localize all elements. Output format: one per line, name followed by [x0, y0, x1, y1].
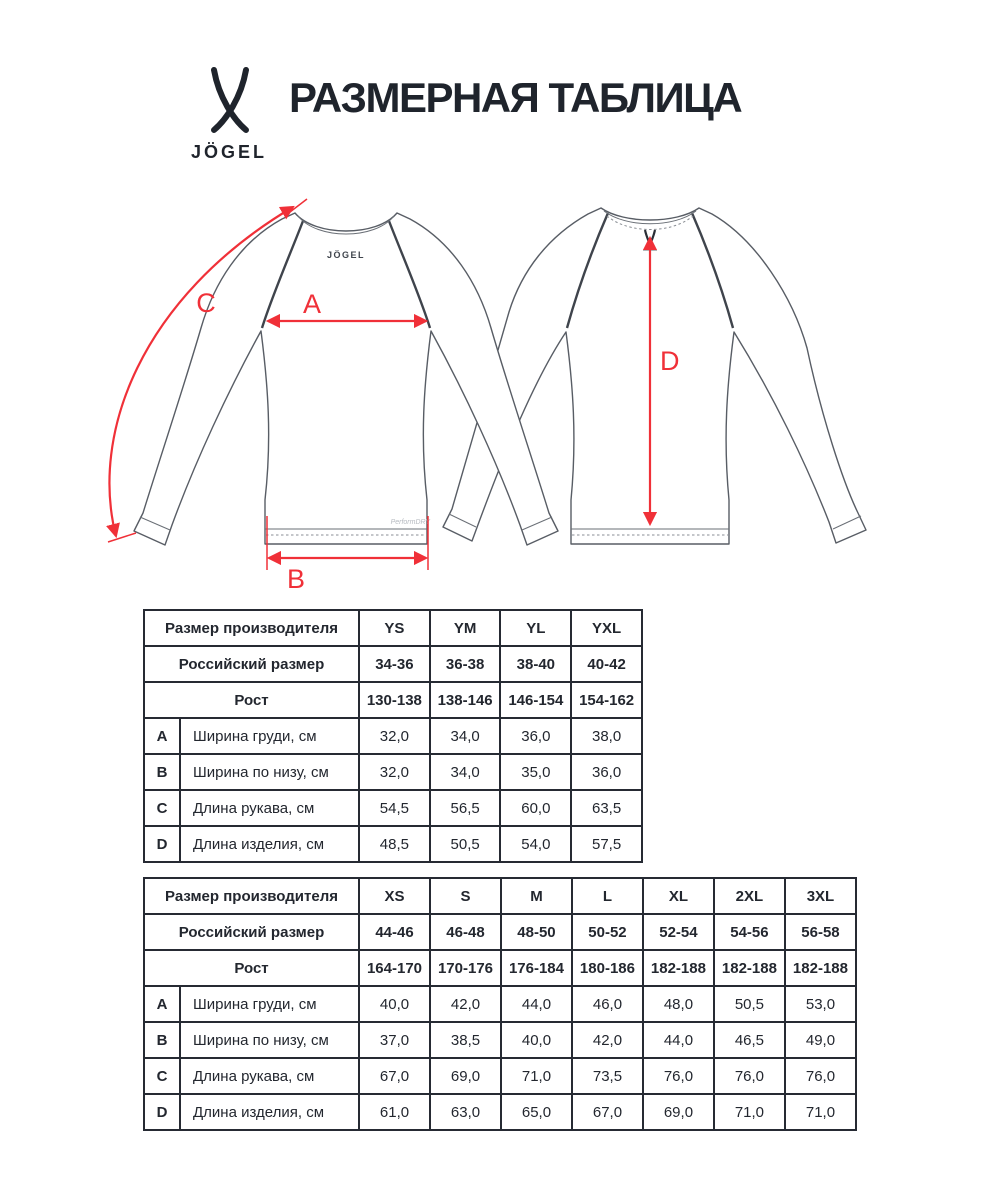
value-cell: 73,5 — [572, 1058, 643, 1094]
header-cell: 3XL — [785, 878, 856, 914]
value-cell: 63,0 — [430, 1094, 501, 1130]
header-row-label: Российский размер — [144, 914, 359, 950]
measure-label-d: D — [660, 346, 680, 376]
chest-logo-text: JÖGEL — [326, 250, 366, 260]
value-cell: 71,0 — [501, 1058, 572, 1094]
measure-name: Длина изделия, см — [180, 826, 359, 862]
value-cell: 38,5 — [430, 1022, 501, 1058]
value-cell: 67,0 — [572, 1094, 643, 1130]
header-cell: 154-162 — [571, 682, 642, 718]
header-cell: S — [430, 878, 501, 914]
header-cell: M — [501, 878, 572, 914]
table-row — [144, 1022, 856, 1058]
header-row-label: Размер производителя — [144, 610, 359, 646]
value-cell: 61,0 — [359, 1094, 430, 1130]
header-cell: 48-50 — [501, 914, 572, 950]
header-cell: 182-188 — [643, 950, 714, 986]
header-cell: 44-46 — [359, 914, 430, 950]
measure-label-a: A — [302, 289, 322, 319]
measure-letter: B — [144, 1022, 180, 1058]
header-cell: 146-154 — [500, 682, 571, 718]
measure-label-c: C — [196, 288, 216, 318]
header-row-label: Размер производителя — [144, 878, 359, 914]
measure-letter: B — [144, 754, 180, 790]
value-cell: 60,0 — [500, 790, 571, 826]
header-cell: YM — [430, 610, 501, 646]
header-cell: L — [572, 878, 643, 914]
value-cell: 57,5 — [571, 826, 642, 862]
header-cell: 182-188 — [785, 950, 856, 986]
header-cell: 54-56 — [714, 914, 785, 950]
header-row-label: Рост — [144, 950, 359, 986]
value-cell: 35,0 — [500, 754, 571, 790]
header-cell: YL — [500, 610, 571, 646]
table-row — [144, 754, 642, 790]
measure-letter: A — [144, 718, 180, 754]
measure-name: Ширина груди, см — [180, 986, 359, 1022]
header-cell: 170-176 — [430, 950, 501, 986]
value-cell: 37,0 — [359, 1022, 430, 1058]
size-table-kids — [143, 609, 643, 863]
value-cell: 69,0 — [430, 1058, 501, 1094]
header-cell: 138-146 — [430, 682, 501, 718]
value-cell: 63,5 — [571, 790, 642, 826]
measure-name: Длина изделия, см — [180, 1094, 359, 1130]
measure-name: Ширина по низу, см — [180, 1022, 359, 1058]
table-row — [144, 718, 642, 754]
table-row — [144, 826, 642, 862]
header-cell: 180-186 — [572, 950, 643, 986]
measure-letter: A — [144, 986, 180, 1022]
header-cell: 130-138 — [359, 682, 430, 718]
table-row — [144, 790, 642, 826]
header-cell: 50-52 — [572, 914, 643, 950]
measure-label-b: B — [286, 564, 306, 594]
header-cell: 164-170 — [359, 950, 430, 986]
header-cell: 176-184 — [501, 950, 572, 986]
measure-letter: D — [144, 826, 180, 862]
header-cell: 52-54 — [643, 914, 714, 950]
value-cell: 54,0 — [500, 826, 571, 862]
value-cell: 71,0 — [714, 1094, 785, 1130]
value-cell: 76,0 — [714, 1058, 785, 1094]
value-cell: 76,0 — [785, 1058, 856, 1094]
value-cell: 69,0 — [643, 1094, 714, 1130]
measure-name: Длина рукава, см — [180, 790, 359, 826]
header-cell: 36-38 — [430, 646, 501, 682]
header-cell: 38-40 — [500, 646, 571, 682]
value-cell: 44,0 — [501, 986, 572, 1022]
table-header-row — [144, 878, 856, 914]
measure-letter: C — [144, 790, 180, 826]
table-header-row — [144, 646, 642, 682]
header-cell: 182-188 — [714, 950, 785, 986]
value-cell: 53,0 — [785, 986, 856, 1022]
value-cell: 38,0 — [571, 718, 642, 754]
value-cell: 48,0 — [643, 986, 714, 1022]
header-row-label: Рост — [144, 682, 359, 718]
value-cell: 46,0 — [572, 986, 643, 1022]
measure-name: Ширина груди, см — [180, 718, 359, 754]
table-header-row — [144, 610, 642, 646]
value-cell: 34,0 — [430, 718, 501, 754]
measure-name: Длина рукава, см — [180, 1058, 359, 1094]
value-cell: 44,0 — [643, 1022, 714, 1058]
value-cell: 36,0 — [500, 718, 571, 754]
header-cell: 46-48 — [430, 914, 501, 950]
value-cell: 42,0 — [430, 986, 501, 1022]
table-header-row — [144, 914, 856, 950]
header-cell: 40-42 — [571, 646, 642, 682]
header-cell: 2XL — [714, 878, 785, 914]
value-cell: 76,0 — [643, 1058, 714, 1094]
value-cell: 34,0 — [430, 754, 501, 790]
value-cell: 32,0 — [359, 718, 430, 754]
page-title: РАЗМЕРНАЯ ТАБЛИЦА — [289, 74, 742, 121]
value-cell: 50,5 — [714, 986, 785, 1022]
size-diagram — [0, 180, 998, 610]
fabric-label-text: PerformDRY — [390, 519, 430, 526]
brand-wordmark: JÖGEL — [190, 142, 267, 162]
table-row — [144, 1094, 856, 1130]
value-cell: 40,0 — [501, 1022, 572, 1058]
measure-name: Ширина по низу, см — [180, 754, 359, 790]
header-cell: YS — [359, 610, 430, 646]
value-cell: 42,0 — [572, 1022, 643, 1058]
value-cell: 50,5 — [430, 826, 501, 862]
value-cell: 67,0 — [359, 1058, 430, 1094]
shirt-front-view — [108, 199, 558, 594]
header-cell: YXL — [571, 610, 642, 646]
brand-logo-icon — [188, 64, 272, 142]
measure-letter: C — [144, 1058, 180, 1094]
value-cell: 71,0 — [785, 1094, 856, 1130]
header-cell: 56-58 — [785, 914, 856, 950]
value-cell: 65,0 — [501, 1094, 572, 1130]
value-cell: 56,5 — [430, 790, 501, 826]
value-cell: 48,5 — [359, 826, 430, 862]
value-cell: 40,0 — [359, 986, 430, 1022]
table-row — [144, 986, 856, 1022]
header-row-label: Российский размер — [144, 646, 359, 682]
value-cell: 36,0 — [571, 754, 642, 790]
shirt-back-view — [443, 208, 866, 544]
header-cell: XS — [359, 878, 430, 914]
value-cell: 46,5 — [714, 1022, 785, 1058]
header-cell: XL — [643, 878, 714, 914]
measure-letter: D — [144, 1094, 180, 1130]
header-cell: 34-36 — [359, 646, 430, 682]
value-cell: 49,0 — [785, 1022, 856, 1058]
shirt-diagram-svg — [0, 180, 998, 610]
table-row — [144, 1058, 856, 1094]
size-table-adult — [143, 877, 857, 1131]
table-header-row — [144, 682, 642, 718]
table-header-row — [144, 950, 856, 986]
value-cell: 54,5 — [359, 790, 430, 826]
value-cell: 32,0 — [359, 754, 430, 790]
